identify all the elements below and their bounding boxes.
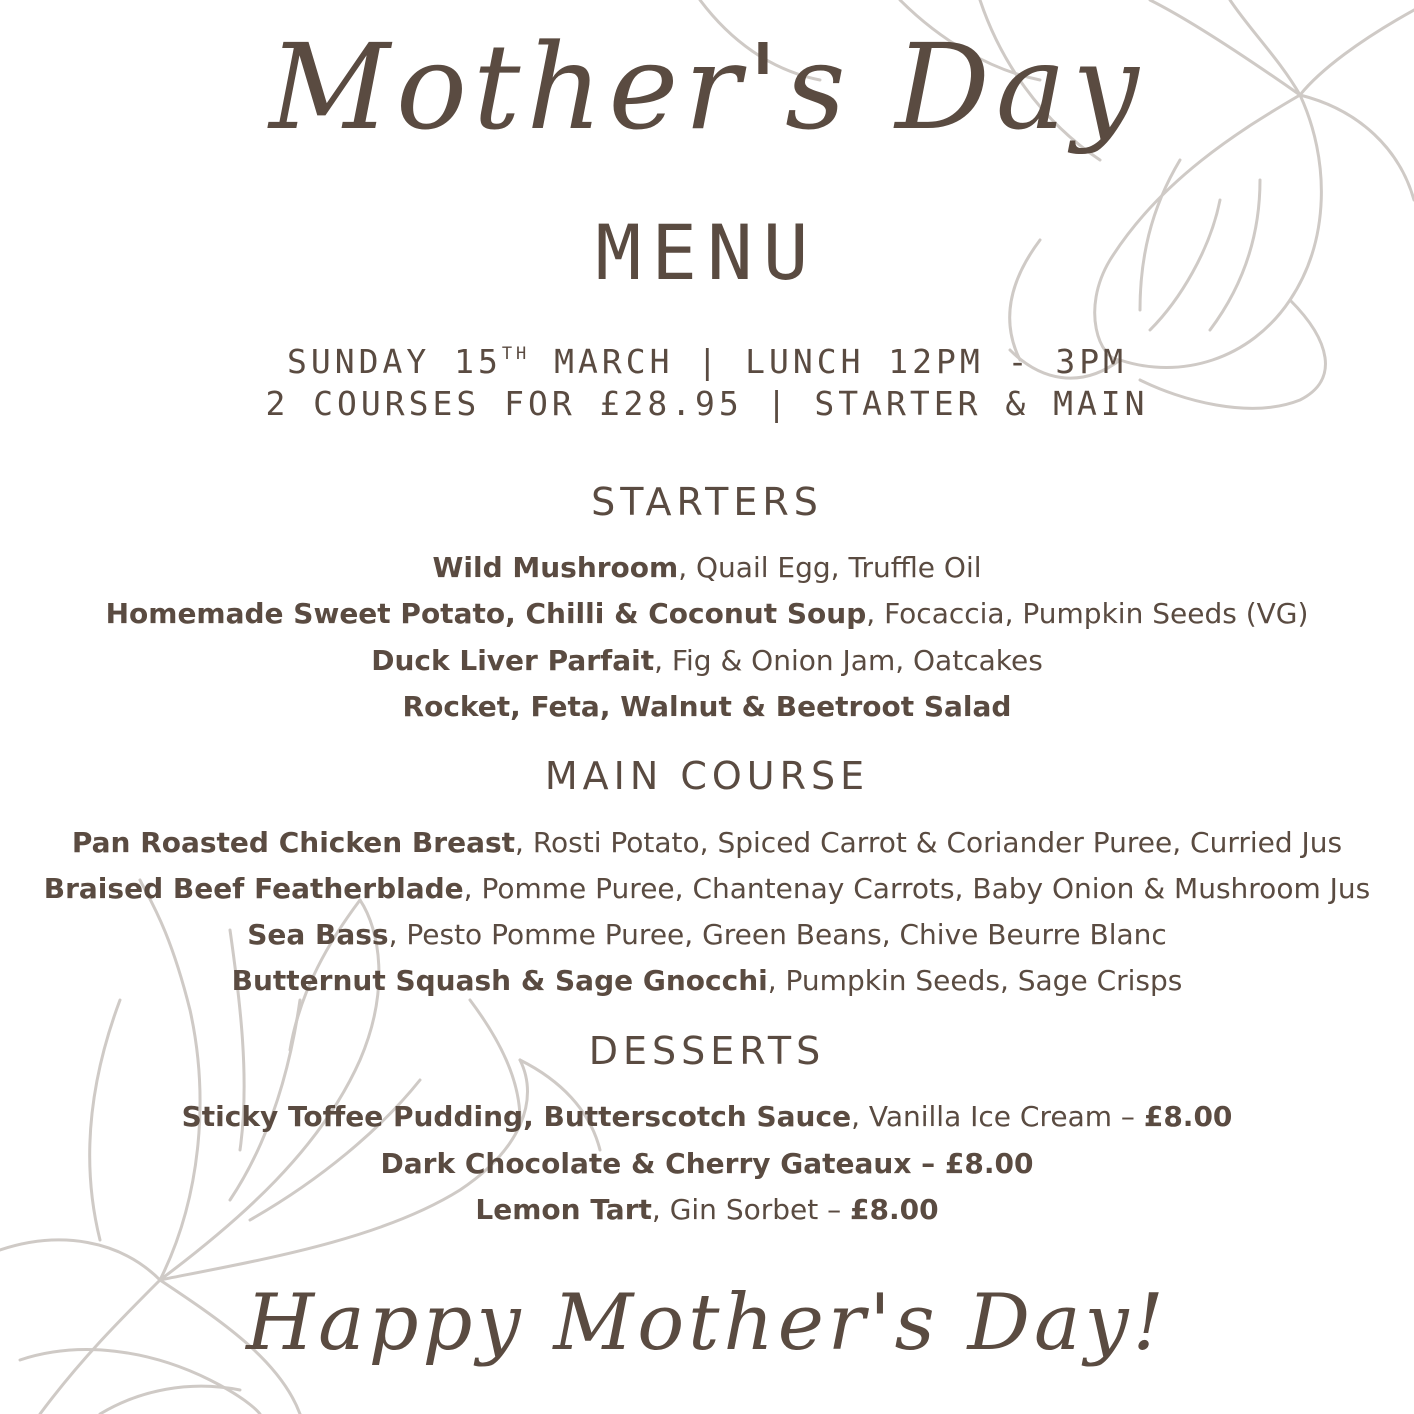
item-name: Homemade Sweet Potato, Chilli & Coconut Soup (105, 597, 867, 630)
item-name: Lemon Tart (475, 1193, 652, 1226)
item-desc: , Rosti Potato, Spiced Carrot & Coriander Puree, Curried Jus (515, 826, 1343, 859)
desserts-title: DESSERTS (588, 1029, 826, 1073)
dessert-item (0, 1147, 1414, 1180)
item-name: Pan Roasted Chicken Breast (71, 826, 516, 859)
starter-item (0, 644, 1414, 677)
starter-item (0, 551, 1414, 584)
item-desc: , Pomme Puree, Chantenay Carrots, Baby Onion & Mushroom Jus (463, 872, 1371, 905)
item-desc: , Focaccia, Pumpkin Seeds (VG) (866, 597, 1309, 630)
item-name: Duck Liver Parfait (371, 644, 655, 677)
main-item (0, 826, 1414, 859)
offer-line: 2 COURSES FOR £28.95 | STARTER & MAIN (265, 384, 1149, 423)
dessert-item (0, 1100, 1414, 1133)
item-price: £8.00 (1143, 1100, 1233, 1133)
item-desc: , Fig & Onion Jam, Oatcakes (654, 644, 1043, 677)
item-name: Braised Beef Featherblade (43, 872, 464, 905)
date-rest: MARCH | LUNCH 12PM - 3PM (530, 342, 1127, 381)
item-name: Butternut Squash & Sage Gnocchi (231, 964, 768, 997)
main-item (0, 918, 1414, 951)
item-desc: , Quail Egg, Truffle Oil (678, 551, 982, 584)
main-item (0, 964, 1414, 997)
item-price: £8.00 (850, 1193, 939, 1226)
item-desc: , Gin Sorbet – (651, 1193, 851, 1226)
item-desc: , Vanilla Ice Cream – (851, 1100, 1144, 1133)
item-name: Wild Mushroom (432, 551, 679, 584)
starter-item (0, 597, 1414, 630)
item-desc: , Pesto Pomme Puree, Green Beans, Chive Beurre Blanc (388, 918, 1167, 951)
footer-script: Happy Mother's Day! (246, 1278, 1168, 1368)
title-script: Mother's Day (269, 18, 1145, 156)
item-name: Rocket, Feta, Walnut & Beetroot Salad (402, 690, 1012, 723)
date-line (0, 342, 1414, 381)
starters-title: STARTERS (591, 480, 823, 524)
starter-item (0, 690, 1414, 723)
date-day: SUNDAY 15 (287, 342, 502, 381)
item-name: Dark Chocolate & Cherry Gateaux – £8.00 (380, 1147, 1034, 1180)
menu-heading: MENU (595, 208, 819, 297)
date-suffix: TH (501, 344, 531, 364)
main-item (0, 872, 1414, 905)
item-desc: , Pumpkin Seeds, Sage Crisps (767, 964, 1183, 997)
dessert-item (0, 1193, 1414, 1226)
mains-title: MAIN COURSE (544, 754, 870, 798)
item-name: Sticky Toffee Pudding, Butterscotch Sauce (181, 1100, 852, 1133)
item-name: Sea Bass (247, 918, 389, 951)
